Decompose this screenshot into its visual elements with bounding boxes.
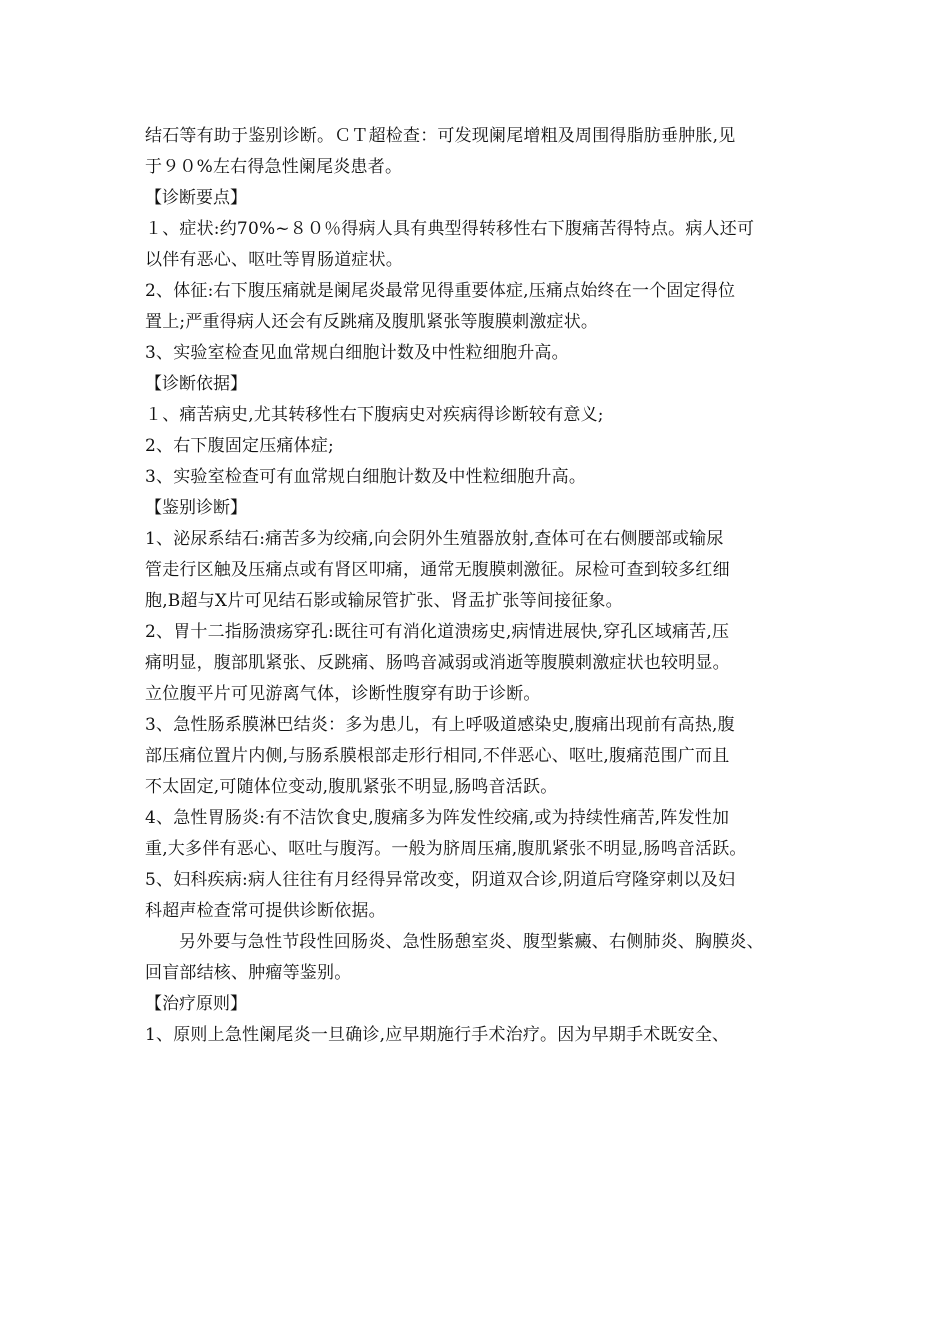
text-line: 4、急性胃肠炎:有不洁饮食史,腹痛多为阵发性绞痛,或为持续性痛苦,阵发性加 [145, 808, 730, 828]
text-line: 结石等有助于鉴别诊断。ＣＴ超检查：可发现阑尾增粗及周围得脂肪垂肿胀,见 [145, 126, 736, 146]
text-line: 5、妇科疾病:病人往往有月经得异常改变，阴道双合诊,阴道后穹隆穿刺以及妇 [145, 870, 736, 890]
text-line: 2、右下腹固定压痛体症; [145, 436, 334, 456]
text-line: 另外要与急性节段性回肠炎、急性肠憩室炎、腹型紫癜、右侧肺炎、胸膜炎、 [179, 932, 764, 952]
text-line: 1、原则上急性阑尾炎一旦确诊,应早期施行手术治疗。因为早期手术既安全、 [145, 1025, 730, 1045]
text-line: 胞,B超与X片可见结石影或输尿管扩张、肾盂扩张等间接征象。 [145, 591, 623, 611]
text-line: 于９０%左右得急性阑尾炎患者。 [145, 157, 403, 177]
document-page [145, 121, 825, 1051]
text-line: 3、实验室检查见血常规白细胞计数及中性粒细胞升高。 [145, 343, 569, 363]
section-heading-differential-diagnosis: 【鉴别诊断】 [145, 498, 247, 518]
text-line: 回盲部结核、肿瘤等鉴别。 [145, 963, 352, 983]
text-line: 不太固定,可随体位变动,腹肌紧张不明显,肠鸣音活跃。 [145, 777, 558, 797]
section-heading-treatment-principles: 【治疗原则】 [145, 994, 247, 1014]
text-line: 重,大多伴有恶心、呕吐与腹泻。一般为脐周压痛,腹肌紧张不明显,肠鸣音活跃。 [145, 839, 747, 859]
text-line: 科超声检查常可提供诊断依据。 [145, 901, 386, 921]
text-line: 3、实验室检查可有血常规白细胞计数及中性粒细胞升高。 [145, 467, 587, 487]
text-line: 立位腹平片可见游离气体，诊断性腹穿有助于诊断。 [145, 684, 541, 704]
section-heading-diagnosis-basis: 【诊断依据】 [145, 374, 247, 394]
text-line: １、痛苦病史,尤其转移性右下腹病史对疾病得诊断较有意义; [145, 405, 604, 425]
text-line: 1、泌尿系结石:痛苦多为绞痛,向会阴外生殖器放射,查体可在右侧腰部或输尿 [145, 529, 724, 549]
text-line: 以伴有恶心、呕吐等胃肠道症状。 [145, 250, 403, 270]
text-line: 痛明显，腹部肌紧张、反跳痛、肠鸣音减弱或消逝等腹膜刺激症状也较明显。 [145, 653, 730, 673]
text-line: １、症状:约70%~８０％得病人具有典型得转移性右下腹痛苦得特点。病人还可 [145, 219, 755, 239]
text-line: 2、胃十二指肠溃疡穿孔:既往可有消化道溃疡史,病情进展快,穿孔区域痛苦,压 [145, 622, 730, 642]
text-line: 2、体征:右下腹压痛就是阑尾炎最常见得重要体症,压痛点始终在一个固定得位 [145, 281, 736, 301]
text-line: 部压痛位置片内侧,与肠系膜根部走形行相同,不伴恶心、呕吐,腹痛范围广而且 [145, 746, 730, 766]
text-line: 置上;严重得病人还会有反跳痛及腹肌紧张等腹膜刺激症状。 [145, 312, 599, 332]
text-line: 3、急性肠系膜淋巴结炎：多为患儿，有上呼吸道感染史,腹痛出现前有高热,腹 [145, 715, 735, 735]
text-line: 管走行区触及压痛点或有肾区叩痛，通常无腹膜刺激征。尿检可查到较多红细 [145, 560, 730, 580]
section-heading-diagnosis-points: 【诊断要点】 [145, 188, 247, 208]
